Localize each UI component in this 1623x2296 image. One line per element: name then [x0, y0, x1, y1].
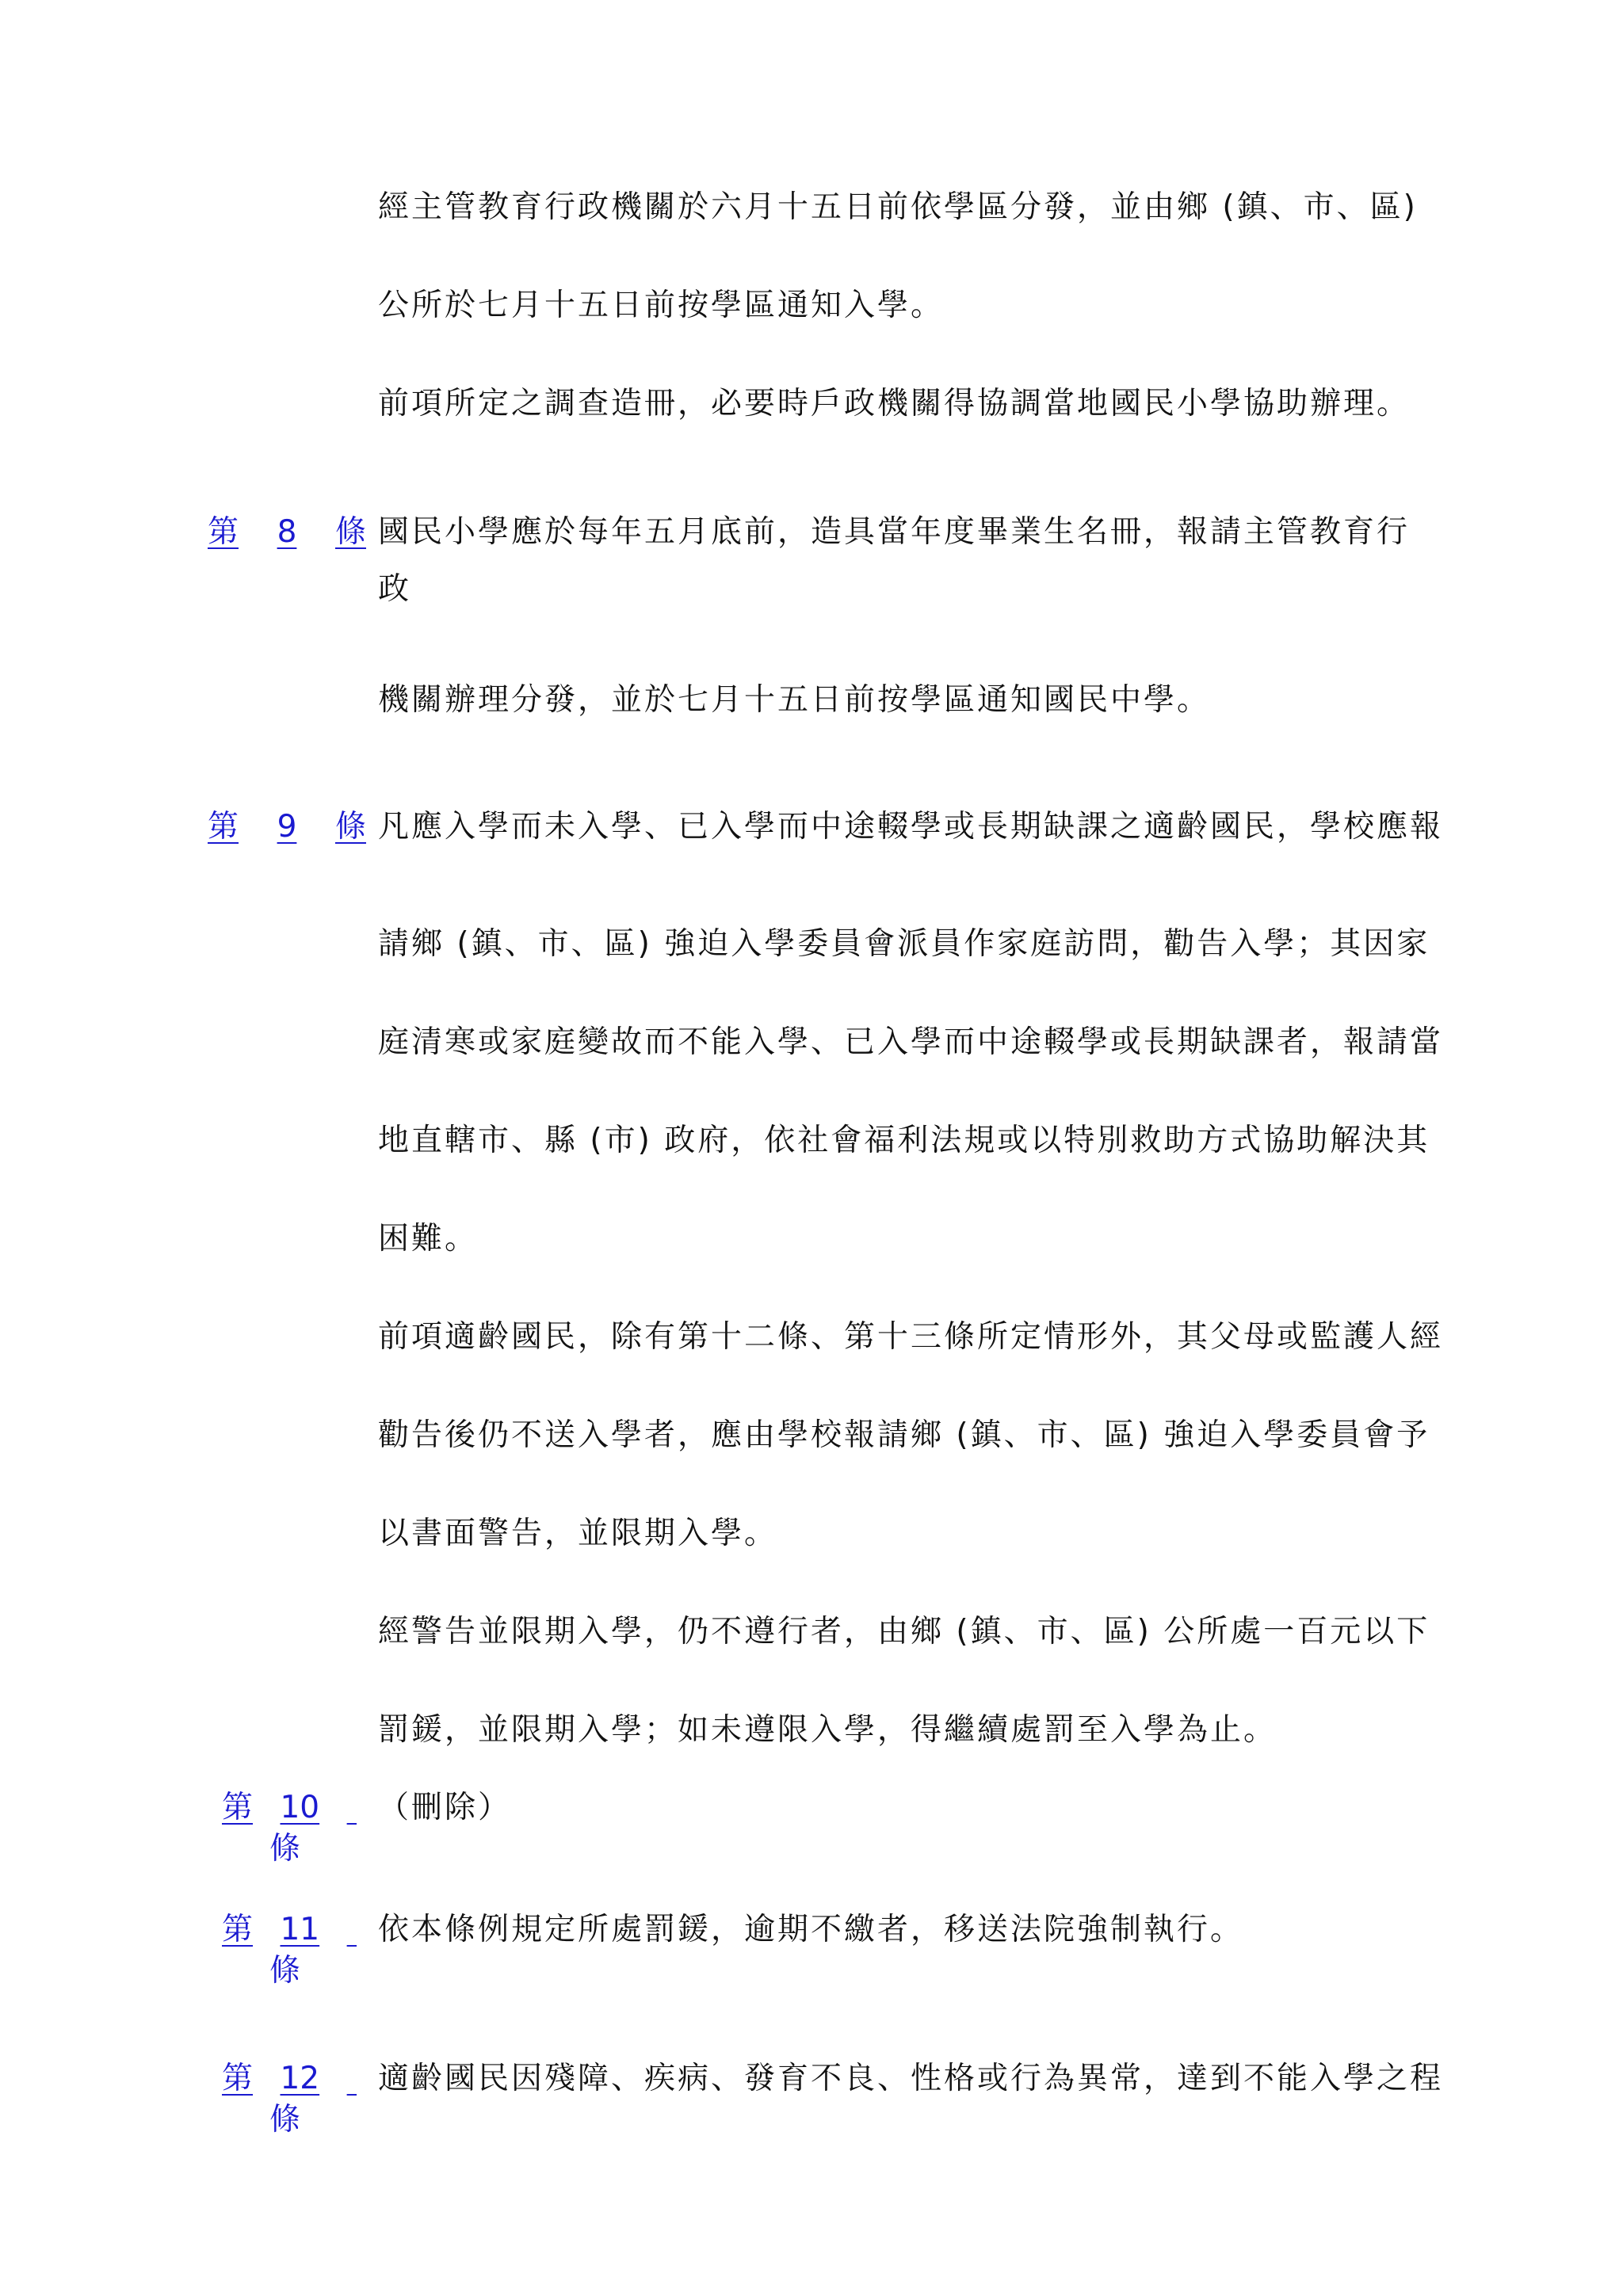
- article-10-link[interactable]: [222, 1787, 357, 1870]
- text-line: 機關辦理分發，並於七月十五日前按學區通知國民中學。: [378, 682, 1211, 718]
- text-line: 勸告後仍不送入學者，應由學校報請鄉 (鎮、市、區) 強迫入學委員會予: [378, 1417, 1430, 1453]
- article-8-link[interactable]: [208, 512, 366, 553]
- article-suffix: 條: [269, 1953, 301, 1989]
- article-suffix: 條: [334, 809, 366, 845]
- text-line: 凡應入學而未入學、已入學而中途輟學或長期缺課之適齡國民，學校應報: [378, 809, 1444, 845]
- text-line: 困難。: [378, 1221, 479, 1257]
- article-number: 8: [277, 514, 297, 550]
- text-line: 罰鍰，並限期入學；如未遵限入學，得繼續處罰至入學為止。: [378, 1712, 1277, 1748]
- text-line: 前項所定之調查造冊，必要時戶政機關得協調當地國民小學協助辦理。: [378, 386, 1411, 421]
- article-12-link[interactable]: [222, 2058, 357, 2141]
- text-line: 請鄉 (鎮、市、區) 強迫入學委員會派員作家庭訪問，勸告入學；其因家: [378, 926, 1430, 962]
- article-number: 10: [280, 1790, 320, 1825]
- text-line: 依本條例規定所處罰鍰，逾期不繳者，移送法院強制執行。: [378, 1912, 1244, 1947]
- text-line: 適齡國民因殘障、疾病、發育不良、性格或行為異常，達到不能入學之程: [378, 2061, 1444, 2096]
- article-prefix: 第: [222, 1912, 254, 1947]
- article-prefix: 第: [208, 809, 239, 845]
- text-line: 以書面警告，並限期入學。: [378, 1516, 778, 1551]
- article-prefix: 第: [222, 2061, 254, 2096]
- text-line: 地直轄市、縣 (市) 政府，依社會福利法規或以特別救助方式協助解決其: [378, 1123, 1430, 1158]
- article-number: 11: [280, 1912, 320, 1947]
- article-prefix: 第: [208, 514, 239, 550]
- text-line: 公所於七月十五日前按學區通知入學。: [378, 288, 945, 323]
- article-suffix: 條: [334, 514, 366, 550]
- article-number: 9: [277, 809, 297, 845]
- text-line: 國民小學應於每年五月底前，造具當年度畢業生名冊，報請主管教育行: [378, 514, 1411, 550]
- text-line: 經警告並限期入學，仍不遵行者，由鄉 (鎮、市、區) 公所處一百元以下: [378, 1614, 1430, 1650]
- article-number: 12: [280, 2061, 320, 2096]
- article-11-link[interactable]: [222, 1909, 357, 1992]
- article-suffix: 條: [269, 1831, 301, 1867]
- text-line: （刪除）: [378, 1790, 512, 1825]
- text-line: 庭清寒或家庭變故而不能入學、已入學而中途輟學或長期缺課者，報請當: [378, 1024, 1444, 1060]
- article-suffix: 條: [269, 2102, 301, 2138]
- article-9-link[interactable]: [208, 807, 366, 848]
- article-prefix: 第: [222, 1790, 254, 1825]
- text-line: 經主管教育行政機關於六月十五日前依學區分發，並由鄉 (鎮、市、區): [378, 189, 1418, 225]
- text-line: 政: [378, 571, 412, 607]
- text-line: 前項適齡國民，除有第十二條、第十三條所定情形外，其父母或監護人經: [378, 1319, 1444, 1355]
